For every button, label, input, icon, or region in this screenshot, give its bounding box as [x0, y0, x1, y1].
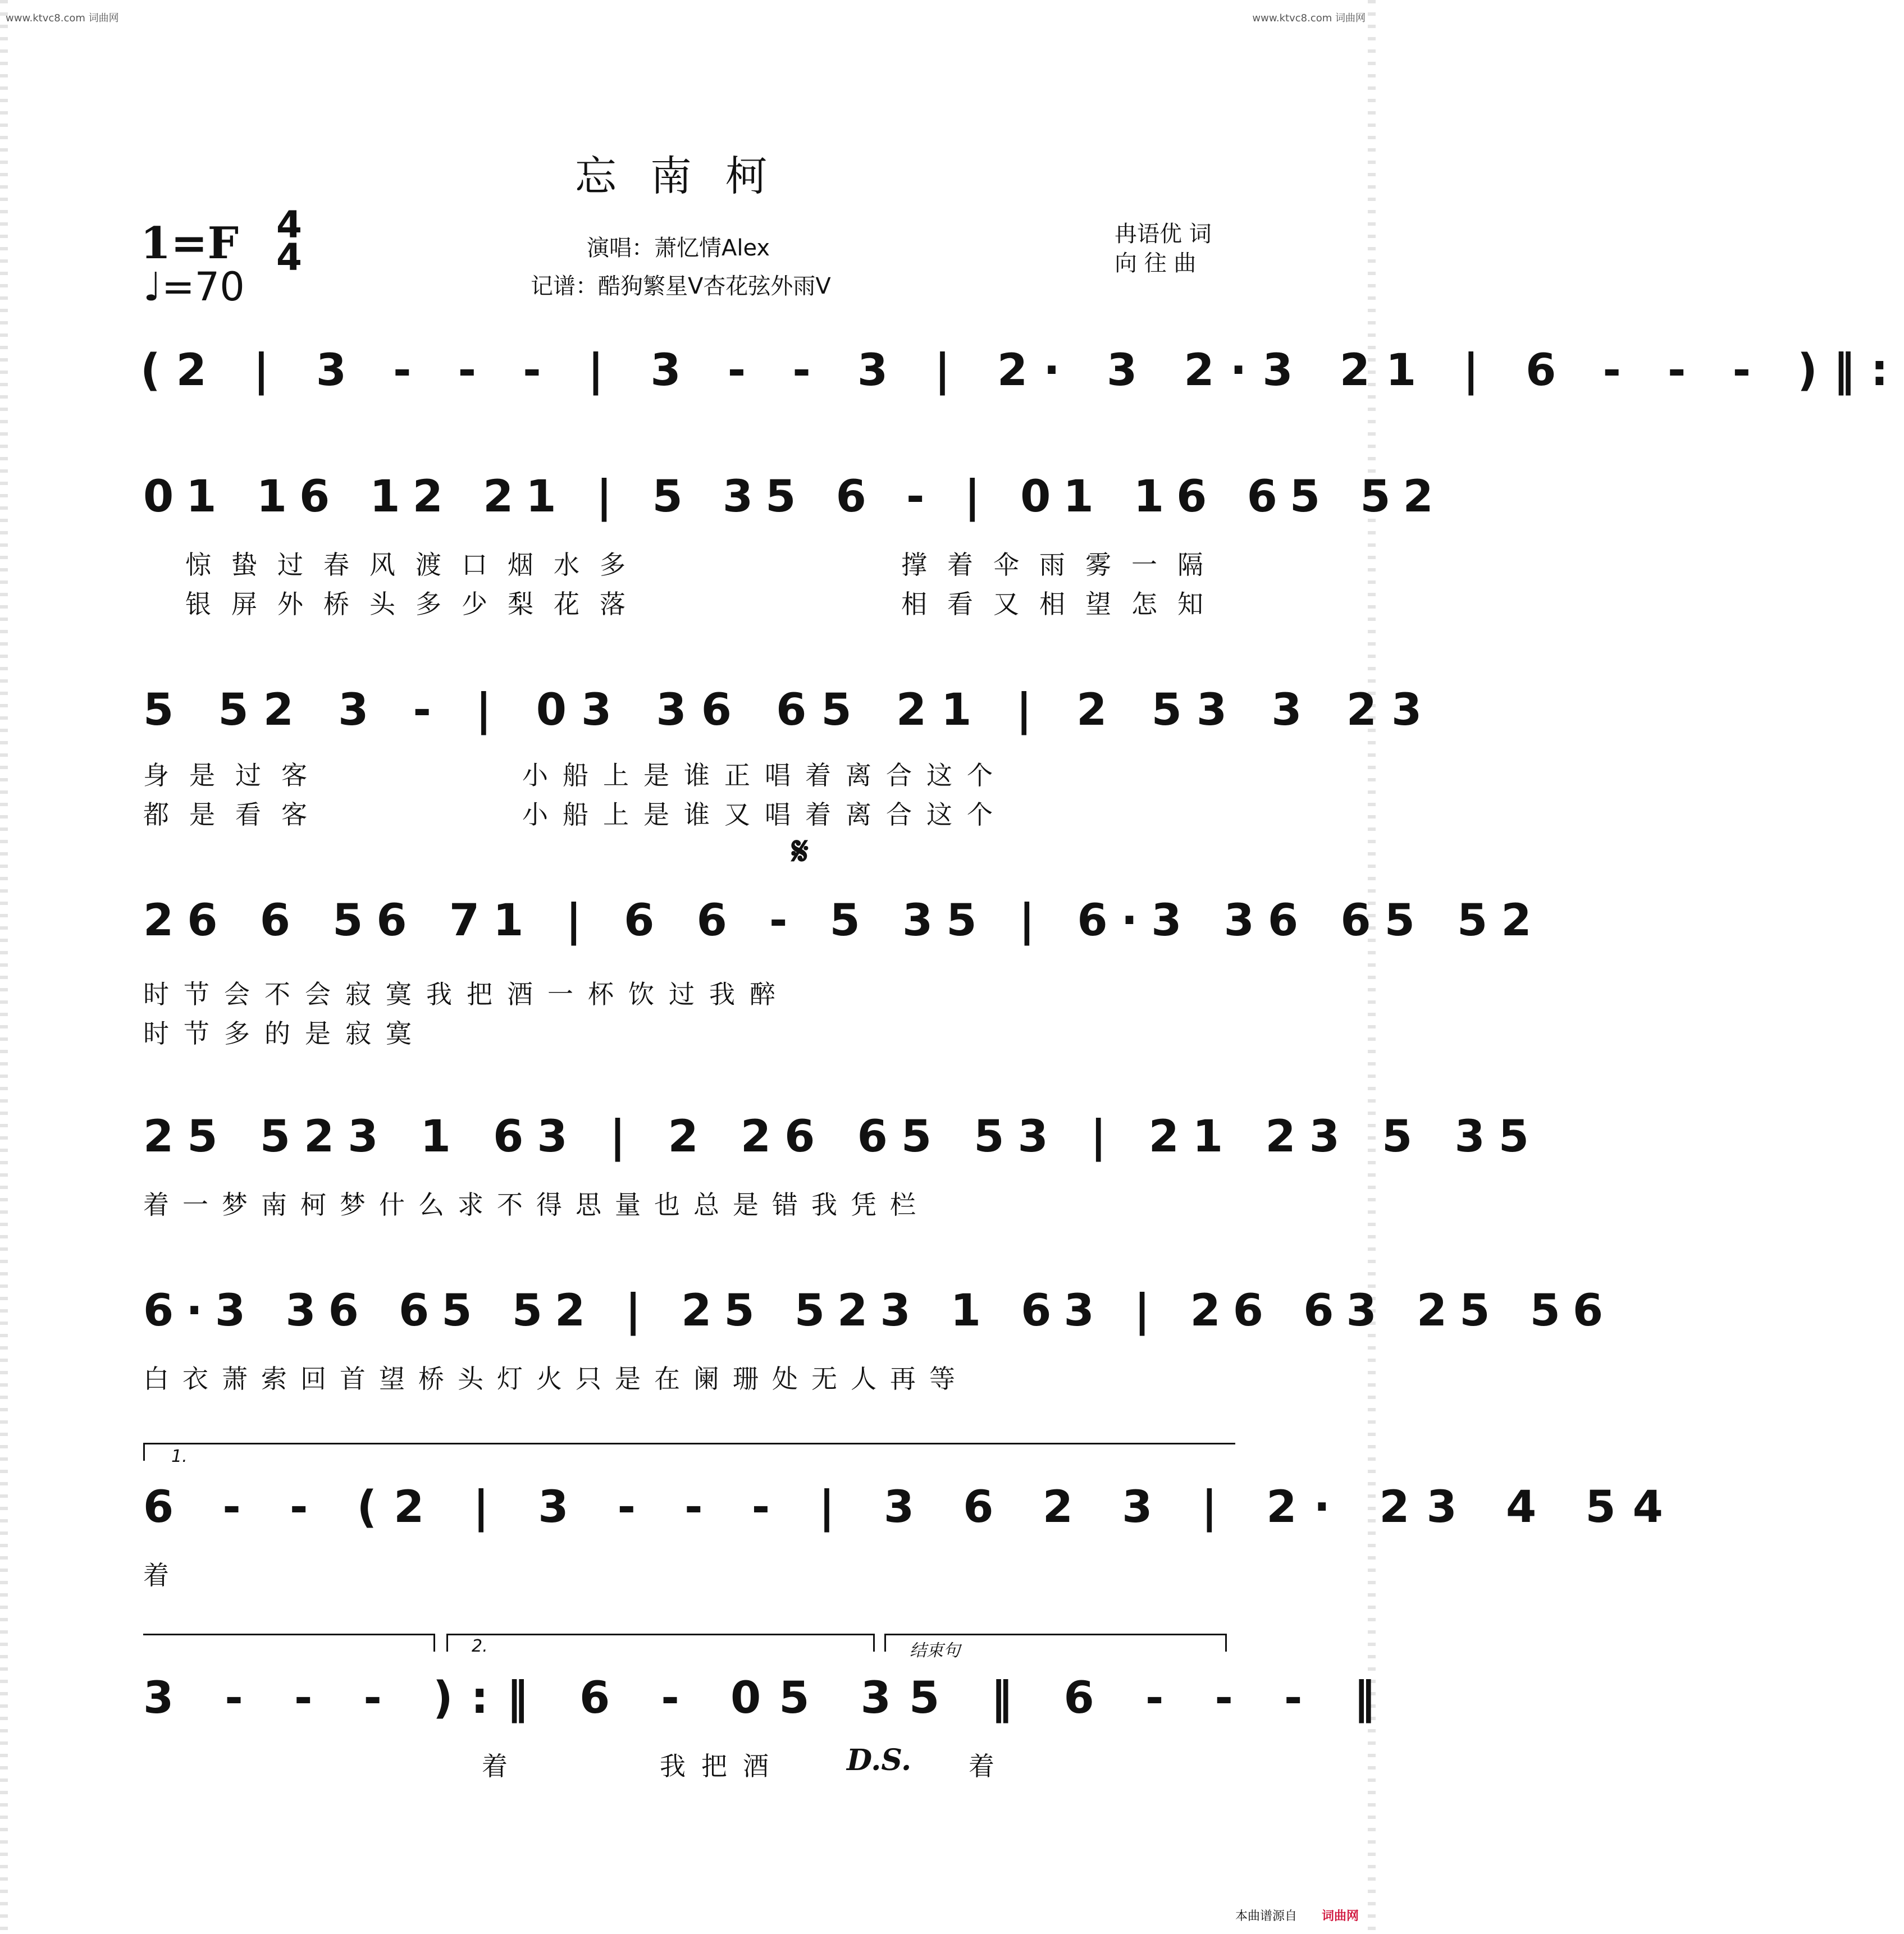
lyrics-line-3-verse-1b: 小船上是谁正唱着离合这个 — [522, 760, 1007, 790]
volta-1-tick — [143, 1443, 145, 1461]
lyrics-line-2-verse-1b: 撑着伞雨雾一隔 — [901, 550, 1223, 580]
composer-credit: 向 往 曲 — [1115, 250, 1197, 276]
singer-credit: 演唱：萧忆情Alex — [587, 235, 770, 261]
time-bottom: 4 — [276, 236, 302, 279]
lyrics-line-2-verse-1: 惊蛰过春风渡口烟水多 — [185, 550, 646, 580]
footer-site-label: 词曲网 — [1321, 1909, 1359, 1923]
score-line-3 — [0, 685, 1437, 856]
notation-line-8: 3 - - - ):‖ 6 - 05 35 ‖ 6 - - - ‖ — [143, 1673, 1394, 1723]
score-line-5 — [0, 1112, 1542, 1283]
lyrics-line-7: 着 — [143, 1560, 189, 1590]
lyrics-line-3-verse-2b: 小船上是谁又唱着离合这个 — [522, 799, 1007, 830]
lyrics-line-5: 着一梦南柯梦什么求不得思量也总是错我凭栏 — [143, 1190, 929, 1220]
notation-line-1: (2 | 3 - - - | 3 - - 3 | 2· 3 2·3 21 | 6 - - - )‖: — [140, 345, 1904, 396]
volta-2-bracket — [446, 1634, 873, 1635]
segno-icon: 𝄋 — [792, 828, 809, 874]
volta-left-tick — [433, 1634, 435, 1652]
time-signature — [276, 203, 302, 279]
lyrics-line-2-verse-2b: 相看又相望怎知 — [901, 589, 1223, 619]
lyrics-line-2-verse-2: 银屏外桥头多少梨花落 — [185, 589, 646, 619]
lyricist-credit: 冉语优 词 — [1115, 221, 1212, 247]
ending-tick — [884, 1634, 886, 1652]
volta-1-bracket — [143, 1443, 1235, 1444]
ending-label: 结束句 — [910, 1641, 960, 1661]
tempo-value: =70 — [162, 264, 245, 310]
notation-line-6: 6·3 36 65 52 | 25 523 1 63 | 26 63 25 56 — [143, 1286, 1616, 1336]
notation-line-2: 01 16 12 21 | 5 35 6 - | 01 16 65 52 — [143, 472, 1446, 522]
ending-bracket — [884, 1634, 1227, 1635]
volta-2-end-tick — [873, 1634, 875, 1652]
lyrics-line-8-a: 着 — [482, 1751, 528, 1781]
volta-1-label: 1. — [171, 1447, 188, 1466]
volta-left-bracket — [143, 1634, 435, 1635]
score-line-8 — [0, 1673, 1394, 1844]
ending-end-tick — [1225, 1634, 1227, 1652]
lyrics-line-8-b: 我把酒 — [660, 1751, 784, 1781]
volta-2-label: 2. — [472, 1636, 488, 1656]
score-line-6 — [0, 1286, 1616, 1457]
dal-segno-mark: D.S. — [847, 1743, 912, 1777]
notation-line-3: 5 52 3 - | 03 36 65 21 | 2 53 3 23 — [143, 685, 1437, 735]
quarter-note-icon: ♩ — [143, 264, 162, 310]
score-line-4 — [0, 895, 1545, 1067]
lyrics-line-6: 白衣萧索回首望桥头灯火只是在阑珊处无人再等 — [143, 1364, 969, 1394]
site-label-left: www.ktvc8.com 词曲网 — [6, 12, 119, 24]
site-label-right: www.ktvc8.com 词曲网 — [1252, 12, 1366, 24]
notation-line-5: 25 523 1 63 | 2 26 65 53 | 21 23 5 35 — [143, 1112, 1542, 1162]
lyrics-line-4-verse-1: 时节会不会寂寞我把酒一杯饮过我醉 — [143, 979, 790, 1009]
score-line-2 — [0, 472, 1446, 643]
footer-source-label: 本曲谱源自 — [1235, 1909, 1297, 1923]
lyrics-line-3-verse-2: 都是看客 — [143, 799, 327, 830]
transcriber-credit: 记谱：酷狗繁星V杏花弦外雨V — [531, 273, 831, 299]
time-top: 4 — [276, 203, 302, 246]
notation-line-4: 26 6 56 71 | 6 6 - 5 35 | 6·3 36 65 52 — [143, 895, 1545, 946]
song-title: 忘南柯 — [575, 152, 801, 200]
volta-2-tick — [446, 1634, 448, 1652]
key-signature: 1=F — [140, 218, 239, 269]
score-line-7 — [0, 1482, 1680, 1653]
tempo-marking — [143, 264, 245, 310]
notation-line-7: 6 - - (2 | 3 - - - | 3 6 2 3 | 2· 23 4 54 — [143, 1482, 1680, 1533]
lyrics-line-4-verse-2: 时节多的是寂寞 — [143, 1018, 426, 1049]
lyrics-line-8-c: 着 — [969, 1751, 1015, 1781]
lyrics-line-3-verse-1: 身是过客 — [143, 760, 327, 790]
